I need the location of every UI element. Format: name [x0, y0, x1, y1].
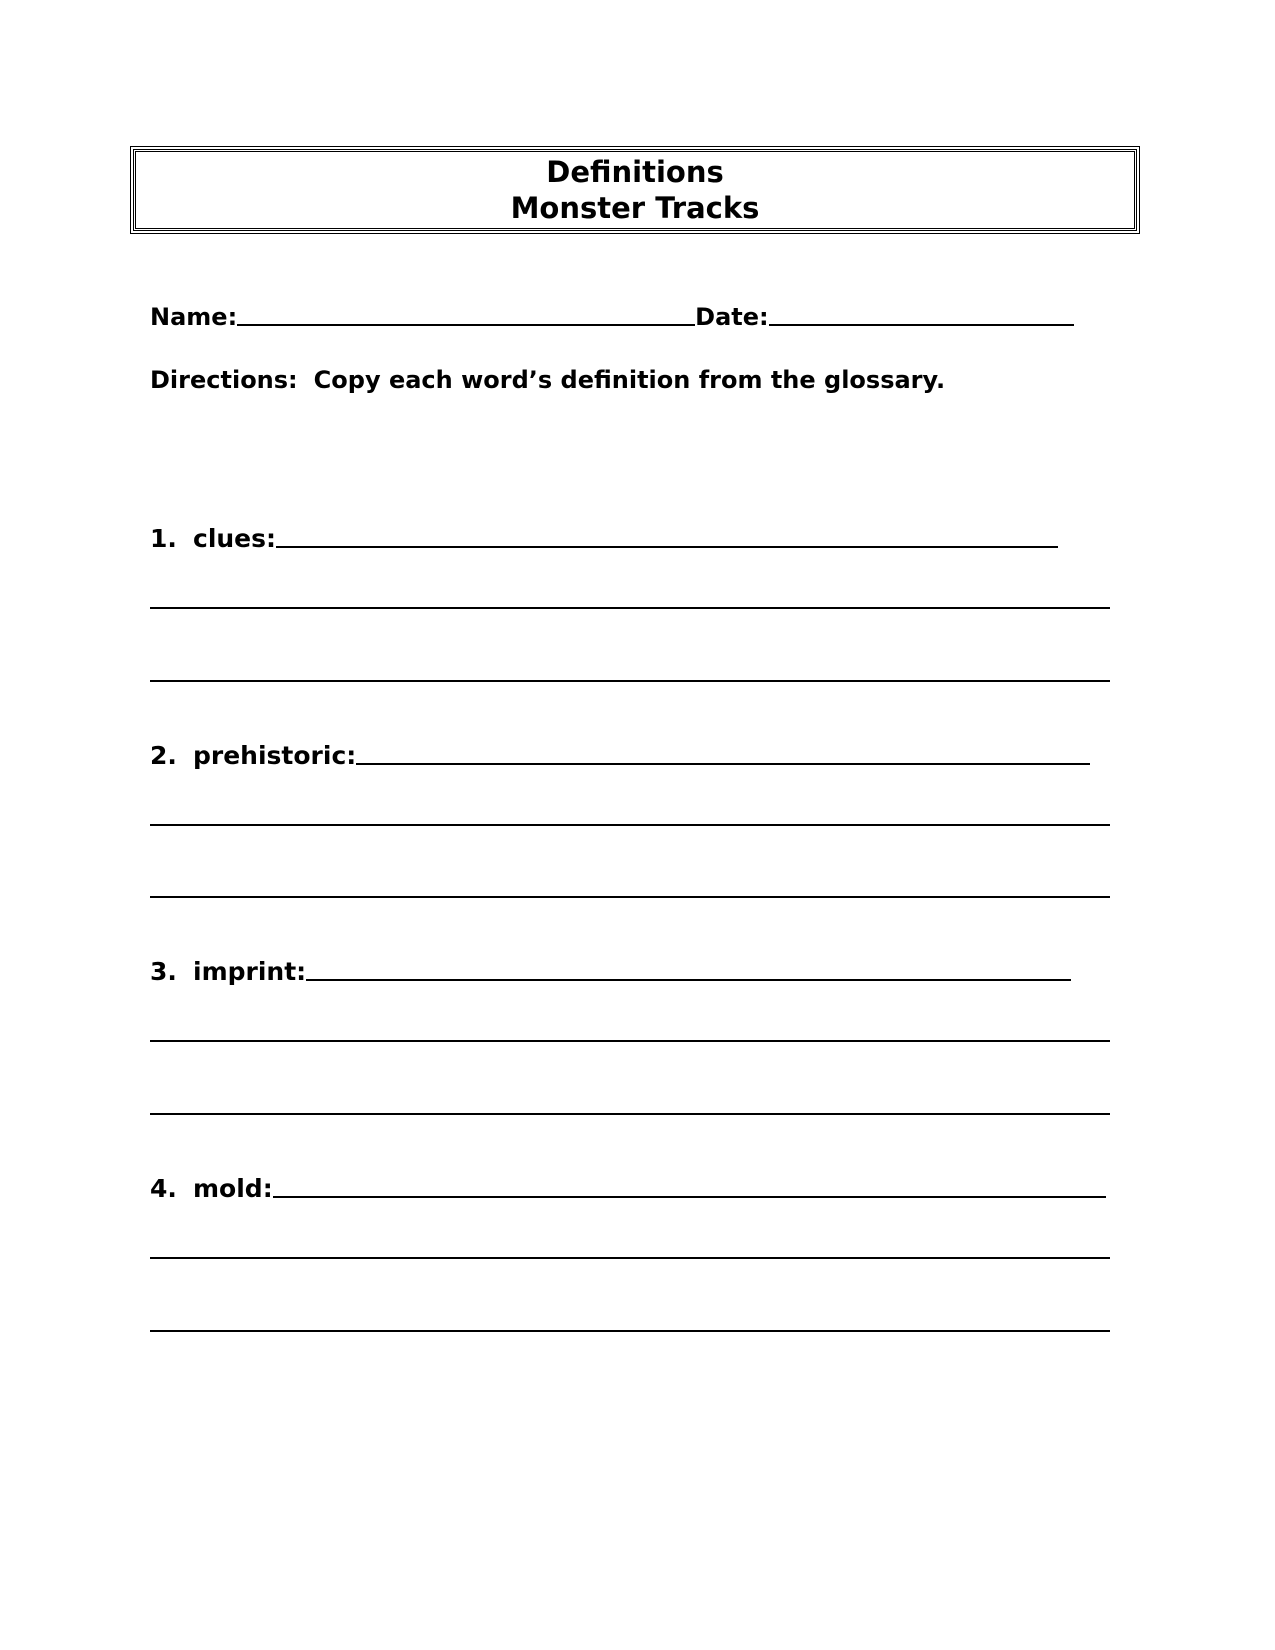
name-label: Name: — [150, 303, 238, 331]
item-row-3 — [150, 951, 1071, 987]
item-word: imprint: — [193, 957, 307, 986]
directions-text: Copy each word’s definition from the glossary. — [313, 366, 946, 394]
write-line[interactable] — [150, 680, 1110, 682]
worksheet-subtitle: Monster Tracks — [510, 191, 760, 225]
item-number: 3. — [150, 957, 177, 986]
item-word: prehistoric: — [193, 741, 357, 770]
title-box — [133, 149, 1137, 231]
directions — [150, 366, 945, 394]
date-label: Date: — [695, 303, 769, 331]
directions-label: Directions: — [150, 366, 298, 394]
name-date-row — [150, 296, 1110, 332]
write-line[interactable] — [150, 607, 1110, 609]
item-number: 4. — [150, 1174, 177, 1203]
definition-blank[interactable] — [306, 979, 1071, 981]
name-blank[interactable] — [237, 324, 695, 326]
date-blank[interactable] — [769, 324, 1074, 326]
write-line[interactable] — [150, 1113, 1110, 1115]
write-line[interactable] — [150, 1040, 1110, 1042]
item-number: 1. — [150, 524, 177, 553]
write-line[interactable] — [150, 824, 1110, 826]
write-line[interactable] — [150, 1257, 1110, 1259]
definition-blank[interactable] — [273, 1196, 1106, 1198]
write-line[interactable] — [150, 896, 1110, 898]
item-word: mold: — [193, 1174, 273, 1203]
worksheet-title: Definitions — [546, 155, 724, 189]
definition-blank[interactable] — [276, 546, 1058, 548]
definition-blank[interactable] — [356, 763, 1090, 765]
item-row-1 — [150, 518, 1058, 554]
write-line[interactable] — [150, 1330, 1110, 1332]
item-number: 2. — [150, 741, 177, 770]
item-row-4 — [150, 1168, 1106, 1204]
item-row-2 — [150, 735, 1090, 771]
item-word: clues: — [193, 524, 277, 553]
